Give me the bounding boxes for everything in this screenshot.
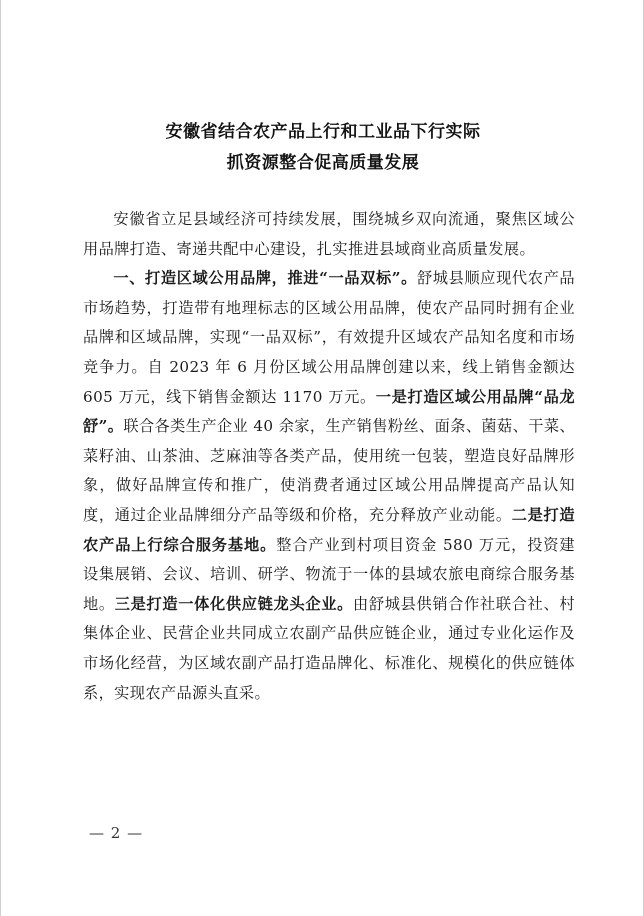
page-number: — 2 — <box>89 824 144 842</box>
point3-text: 由舒城县供销合作社联合社、村集体企业、民营企业共同成立农副产品供应链企业，通过专业化运作及市场化经营，为区域农副产品打造品牌化、标准化、规模化的供应链体系，实现农产品源头直采。 <box>83 594 575 702</box>
intro-paragraph: 安徽省立足县域经济可持续发展，围绕城乡双向流通，聚焦区域公用品牌打造、寄递共配中心建设，扎实推进县域商业高质量发展。 <box>83 210 575 258</box>
point1-text: 联合各类生产企业 40 余家，生产销售粉丝、面条、菌菇、干菜、菜籽油、山茶油、芝麻油等各类产品，使用统一包装，塑造良好品牌形象，做好品牌宣传和推广，使消费者通过区域公用品牌提高产品认知度，通过企业品牌细分产品等级和价格，充分释放产业动能。 <box>83 417 575 524</box>
section1-heading: 一、打造区域公用品牌，推进“一品双标”。 <box>113 269 417 288</box>
point3-heading: 三是打造一体化供应链龙头企业。 <box>114 594 353 613</box>
section1-text: 舒城县顺应现代农产品市场趋势，打造带有地理标志的区域公用品牌，使农产品同时拥有企业品牌和区域品牌，实现“一品双标”，有效提升区域农产品知名度和市场竞争力。自 2023 年 6 月份区域公用品牌创建以来，线上销售金额达 605 万元，线下销售金额达 1170 万元。 <box>83 269 575 406</box>
point1-heading: 一是打造区域公用品牌“品龙舒”。 <box>83 387 576 436</box>
document-title-line2: 抓资源整合促高质量发展 <box>226 153 420 173</box>
point2-text: 整合产业到村项目资金 580 万元，投资建设集展销、会议、培训、研学、物流于一体的县域农旅电商综合服务基地。 <box>83 535 575 613</box>
section1-paragraph <box>83 264 575 708</box>
point2-heading: 二是打造农产品上行综合服务基地。 <box>83 505 575 554</box>
document-body <box>83 205 575 708</box>
document-title-line1: 安徽省结合农产品上行和工业品下行实际 <box>165 122 481 142</box>
